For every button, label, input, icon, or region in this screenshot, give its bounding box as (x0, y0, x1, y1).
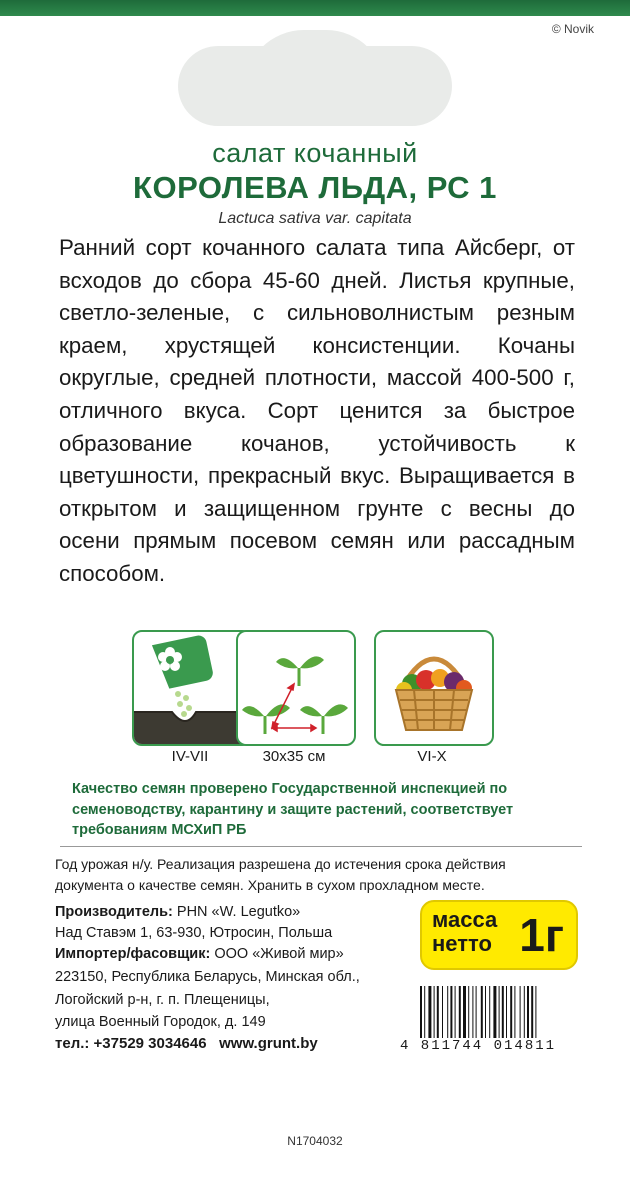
importer-line (55, 944, 415, 965)
sowing-period: IV-VII (171, 748, 209, 765)
manufacturer-name: PHN «W. Legutko» (172, 904, 301, 920)
product-title: КОРОЛЕВА ЛЬДА, РС 1 (133, 170, 497, 205)
importer-address-3: улица Военный Городок, д. 149 (55, 1014, 266, 1030)
importer-name: ООО «Живой мир» (210, 946, 344, 962)
sowing-icon (132, 630, 252, 746)
website: www.grunt.by (219, 1035, 318, 1052)
contact-line (55, 1035, 318, 1052)
quality-statement: Качество семян проверено Государственной инспекцией по семеноводству, карантину и защите растений, соответствует требованиям МСХиП РБ (72, 781, 514, 838)
divider (60, 846, 582, 847)
barcode (418, 986, 576, 1038)
weight-label (432, 908, 497, 956)
harvest-period: VI-X (417, 748, 447, 765)
net-weight-badge (420, 900, 578, 970)
spacing-icon (236, 630, 356, 746)
importer-label: Импортер/фасовщик: (55, 946, 211, 962)
weight-label-1: масса (432, 907, 498, 932)
manufacturer-line (55, 902, 415, 923)
product-description: Ранний сорт кочанного салата типа Айсберг, от всходов до сбора 45-60 дней. Листья крупные, светло-зеленые, с сильноволнистым резным краем, хрустящей консистенции. Кочаны округлые, средней плотности, массой 400-500 г, отличного вкуса. Сорт ценится за быстрое образование кочанов, устойчивость к цветушности, прекрасный вкус. Выращивается в открытом и защищенном грунте с весны до осени прямым посевом семян или рассадным способом. (59, 235, 575, 586)
spacing-value: 30x35 см (262, 748, 326, 765)
product-code: N1704032 (287, 1134, 343, 1148)
harvest-note: Год урожая н/у. Реализация разрешена до истечения срока действия документа о качестве семян. Хранить в сухом прохладном месте. (55, 856, 506, 893)
importer-address-1: 223150, Республика Беларусь, Минская обл., (55, 969, 360, 985)
latin-name: Lactuca sativa var. capitata (218, 210, 412, 227)
manufacturer-address: Над Ставэм 1, 63-930, Ютросин, Польша (55, 925, 333, 941)
top-band (0, 0, 630, 16)
harvest-basket-icon (374, 630, 494, 746)
weight-value: 1г (519, 909, 564, 961)
manufacturer-label: Производитель: (55, 904, 173, 920)
importer-address-2: Логойский р-н, г. п. Плещеницы, (55, 992, 270, 1008)
weight-label-2: нетто (432, 931, 492, 956)
product-type: салат кочанный (212, 138, 418, 168)
phone: тел.: +37529 3034646 (55, 1035, 207, 1052)
packet-window (178, 46, 452, 126)
barcode-digits: 4 811744 014811 (400, 1038, 557, 1054)
copyright: © Novik (551, 22, 594, 36)
